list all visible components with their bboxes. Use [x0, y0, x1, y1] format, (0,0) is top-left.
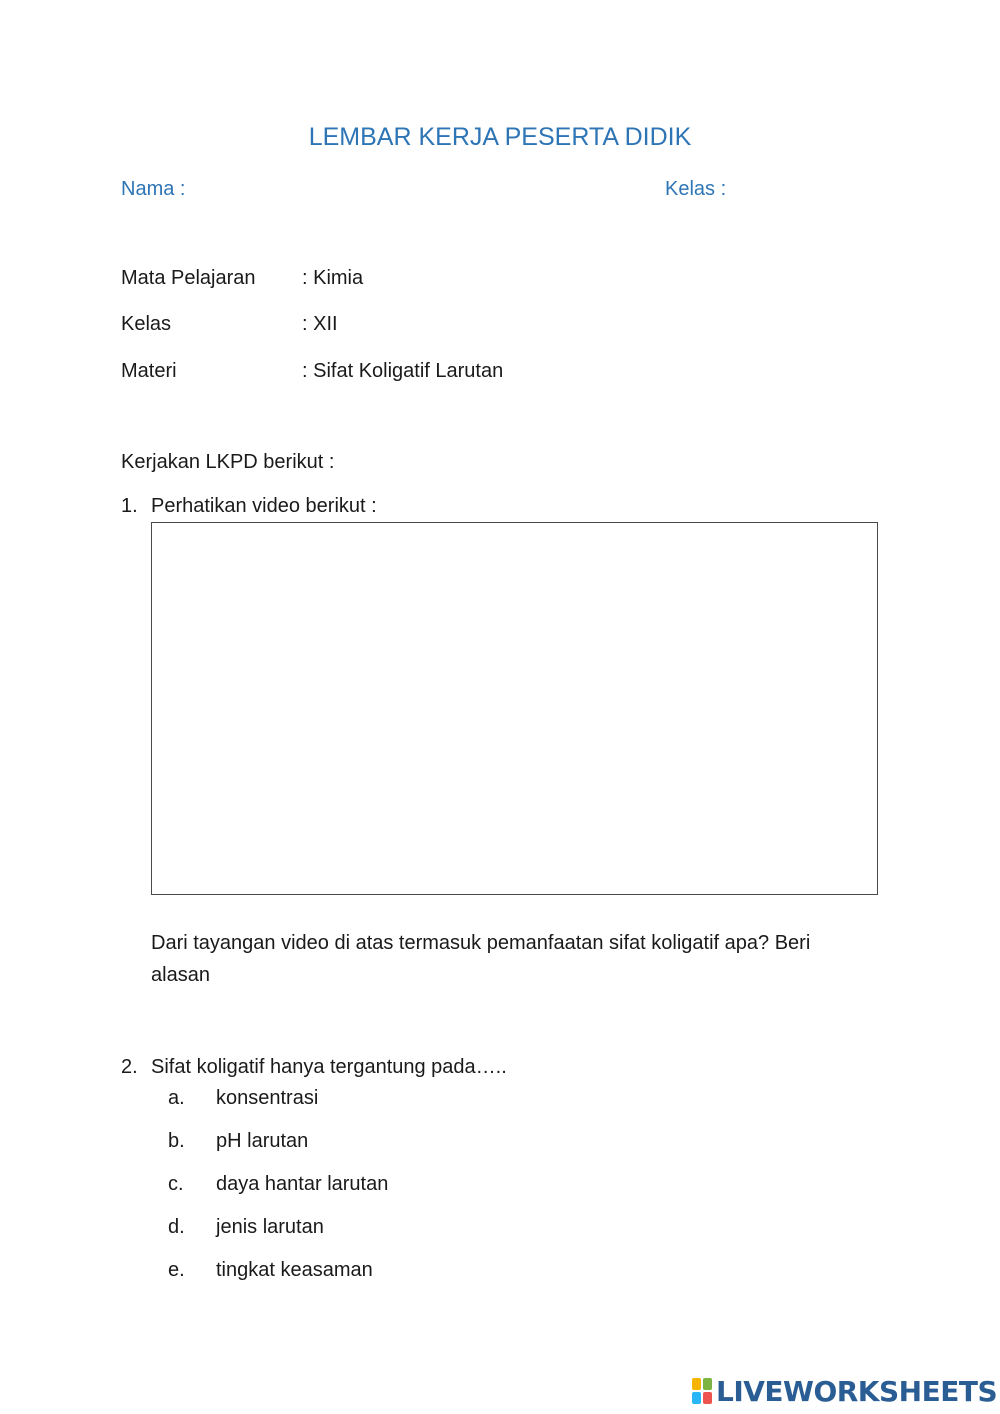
question-text: Perhatikan video berikut : [151, 495, 377, 517]
question-followup-line2: alasan [151, 964, 210, 986]
info-label-material: Materi [121, 360, 177, 382]
question-number: 1. [121, 495, 138, 517]
liveworksheets-logo-text: LIVEWORKSHEETS [716, 1374, 998, 1408]
question-text: Sifat koligatif hanya tergantung pada….. [151, 1056, 507, 1078]
option-letter: d. [168, 1216, 185, 1238]
option-d[interactable]: jenis larutan [216, 1216, 324, 1238]
info-label-subject: Mata Pelajaran [121, 267, 256, 289]
option-letter: e. [168, 1259, 185, 1281]
instruction-text: Kerjakan LKPD berikut : [121, 451, 335, 473]
info-label-class: Kelas [121, 313, 172, 335]
info-value-class: : XII [302, 313, 338, 335]
option-letter: c. [168, 1173, 184, 1195]
option-c[interactable]: daya hantar larutan [216, 1173, 389, 1195]
video-player-box[interactable] [151, 522, 878, 895]
question-followup-line1: Dari tayangan video di atas termasuk pemanfaatan sifat koligatif apa? Beri [151, 932, 811, 954]
info-value-subject: : Kimia [302, 267, 364, 289]
liveworksheets-logo [692, 1374, 997, 1408]
option-b[interactable]: pH larutan [216, 1130, 309, 1152]
option-a[interactable]: konsentrasi [216, 1087, 319, 1109]
page-title: LEMBAR KERJA PESERTA DIDIK [308, 123, 692, 151]
option-letter: a. [168, 1087, 185, 1109]
name-label: Nama : [121, 178, 186, 200]
question-number: 2. [121, 1056, 138, 1078]
class-label: Kelas : [665, 178, 727, 200]
option-letter: b. [168, 1130, 185, 1152]
info-value-material: : Sifat Koligatif Larutan [302, 360, 504, 382]
option-e[interactable]: tingkat keasaman [216, 1259, 373, 1281]
liveworksheets-logo-icon [692, 1378, 712, 1404]
